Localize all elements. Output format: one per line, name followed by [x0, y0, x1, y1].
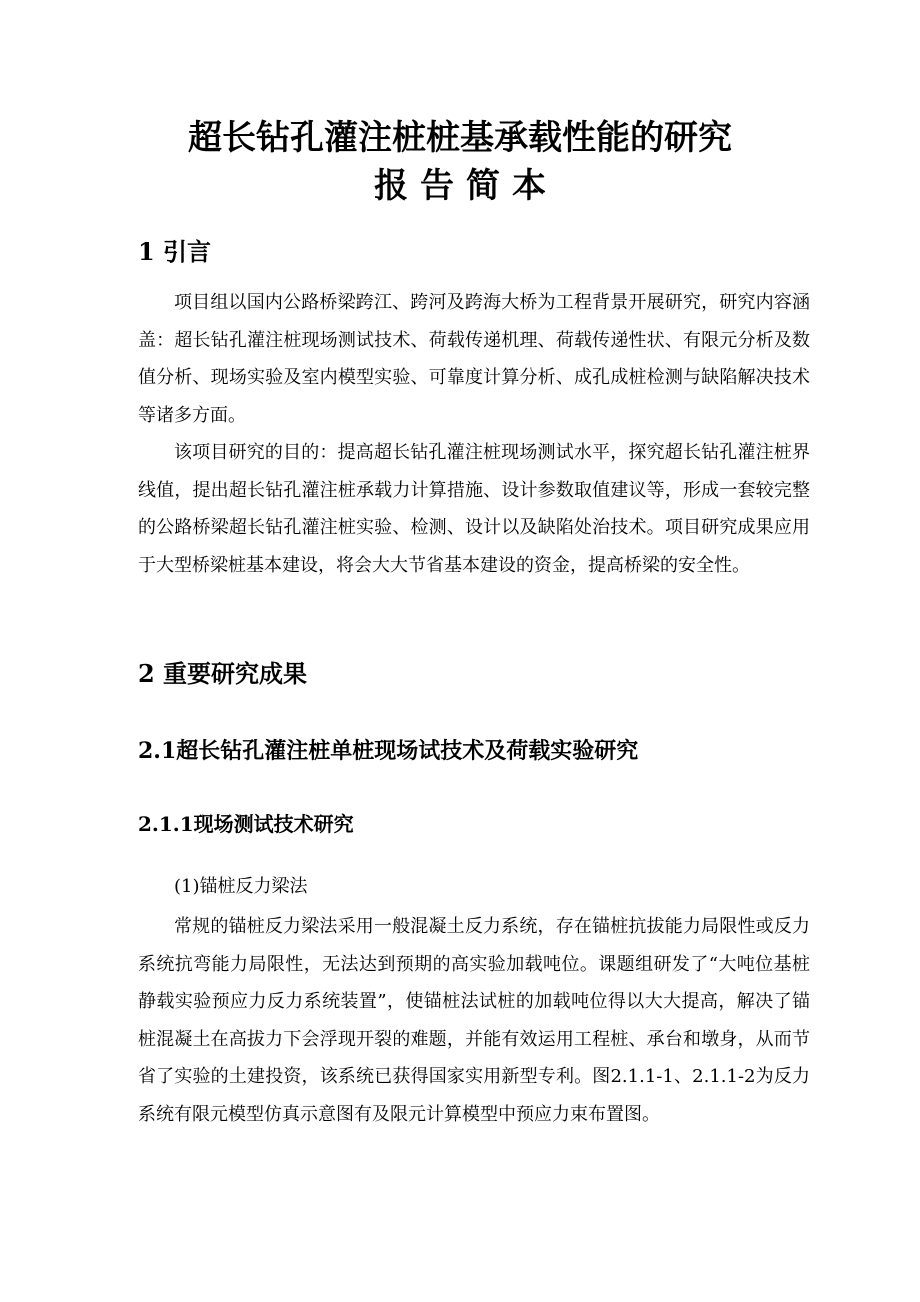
section-heading-intro: 1 引言: [138, 237, 212, 266]
section-heading-results: 2 重要研究成果: [138, 659, 308, 688]
intro-paragraph-1: 项目组以国内公路桥梁跨江、跨河及跨海大桥为工程背景开展研究，研究内容涵盖：超长钻孔灌注桩现场测试技术、荷载传递机理、荷载传递性状、有限元分析及数值分析、现场实验及室内模型实验、可靠度计算分析、成孔成桩检测与缺陷解决技术等诸多方面。: [138, 292, 810, 426]
method-paragraph-block: [138, 908, 810, 1133]
intro-paragraph-2: 该项目研究的目的：提高超长钻孔灌注桩现场测试水平，探究超长钻孔灌注桩界线值，提出超长钻孔灌注桩承载力计算措施、设计参数取值建议等，形成一套较完整的公路桥梁超长钻孔灌注桩实验、检测、设计以及缺陷处治技术。项目研究成果应用于大型桥梁桩基本建设，将会大大节省基本建设的资金，提高桥梁的安全性。: [138, 442, 810, 576]
method-paragraph: 常规的锚桩反力梁法采用一般混凝土反力系统，存在锚桩抗拔能力局限性或反力系统抗弯能力局限性，无法达到预期的高实验加载吨位。课题组研发了“大吨位基桩静载实验预应力反力系统装置”，使锚桩法试桩的加载吨位得以大大提高，解决了锚桩混凝土在高拔力下会浮现开裂的难题，并能有效运用工程桩、承台和墩身，从而节省了实验的土建投资，该系统已获得国家实用新型专利。图2.1.1-1、2.1.1-2为反力系统有限元模型仿真示意图有及限元计算模型中预应力束布置图。: [138, 916, 810, 1125]
method-label: (1)锚桩反力梁法: [174, 876, 308, 897]
subsubsection-heading: 2.1.1现场测试技术研究: [138, 812, 354, 836]
document-title: 超长钻孔灌注桩桩基承载性能的研究: [188, 118, 732, 158]
subsection-heading: 2.1超长钻孔灌注桩单桩现场试技术及荷载实验研究: [138, 738, 639, 764]
document-subtitle: 报告简本: [374, 166, 558, 206]
intro-paragraphs: [138, 284, 810, 584]
